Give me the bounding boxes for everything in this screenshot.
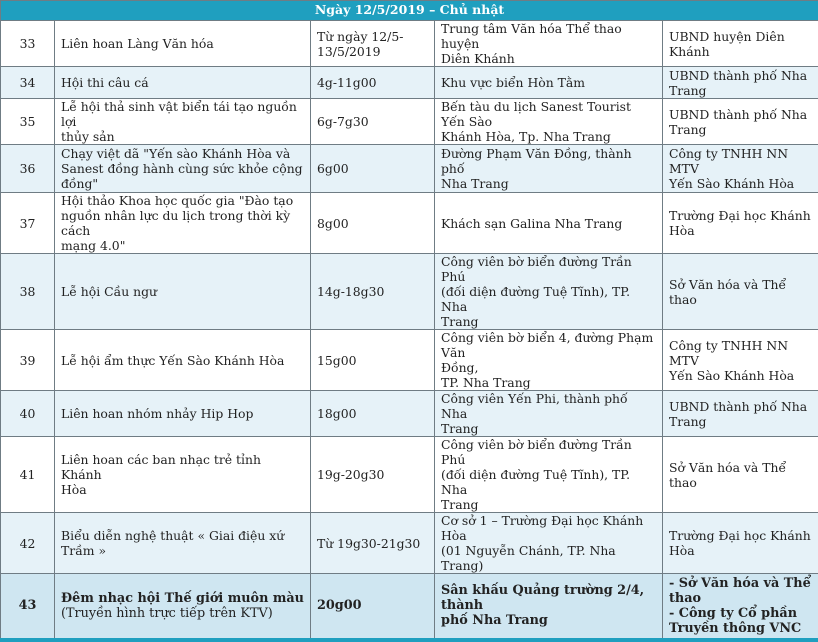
event-place: Bến tàu du lịch Sanest Tourist Yến Sào Khánh Hòa, Tp. Nha Trang xyxy=(435,99,663,145)
row-number: 38 xyxy=(1,254,55,330)
table-row xyxy=(1,437,818,513)
row-number: 42 xyxy=(1,513,55,574)
event-name: Lễ hội ẩm thực Yến Sào Khánh Hòa xyxy=(55,330,311,391)
row-number: 41 xyxy=(1,437,55,513)
row-number: 37 xyxy=(1,193,55,254)
schedule-rows xyxy=(1,21,818,574)
event-organizer: UBND thành phố Nha Trang xyxy=(663,67,818,99)
event-time: 15g00 xyxy=(311,330,435,391)
event-time: 6g-7g30 xyxy=(311,99,435,145)
table-row xyxy=(1,145,818,193)
row-number: 35 xyxy=(1,99,55,145)
row-number: 43 xyxy=(1,574,55,640)
event-time: 4g-11g00 xyxy=(311,67,435,99)
event-name: Lễ hội thả sinh vật biển tái tạo nguồn lợi thủy sản xyxy=(55,99,311,145)
event-organizer: Sở Văn hóa và Thể thao xyxy=(663,437,818,513)
event-name: Chạy việt dã "Yến sào Khánh Hòa và Sanest đồng hành cùng sức khỏe cộng đồng" xyxy=(55,145,311,193)
event-place: Trung tâm Văn hóa Thể thao huyện Diên Khánh xyxy=(435,21,663,67)
event-organizer: Sở Văn hóa và Thể thao xyxy=(663,254,818,330)
row-number: 36 xyxy=(1,145,55,193)
event-place: Công viên Yến Phi, thành phố Nha Trang xyxy=(435,391,663,437)
event-place: Công viên bờ biển đường Trần Phú (đối diện đường Tuệ Tĩnh), TP. Nha Trang xyxy=(435,254,663,330)
event-time: 8g00 xyxy=(311,193,435,254)
event-organizer: Công ty TNHH NN MTV Yến Sào Khánh Hòa xyxy=(663,145,818,193)
table-row xyxy=(1,21,818,67)
event-time: Từ ngày 12/5- 13/5/2019 xyxy=(311,21,435,67)
event-name: Hội thảo Khoa học quốc gia "Đào tạo nguồn nhân lực du lịch trong thời kỳ cách mạng 4.0" xyxy=(55,193,311,254)
event-name: Biểu diễn nghệ thuật « Giai điệu xứ Trầm » xyxy=(55,513,311,574)
event-name: Liên hoan Làng Văn hóa xyxy=(55,21,311,67)
event-name: Hội thi câu cá xyxy=(55,67,311,99)
highlight-row xyxy=(1,574,818,640)
event-organizer: UBND thành phố Nha Trang xyxy=(663,99,818,145)
table-row xyxy=(1,513,818,574)
row-number: 34 xyxy=(1,67,55,99)
row-number: 33 xyxy=(1,21,55,67)
event-place: Công viên bờ biển đường Trần Phú (đối diện đường Tuệ Tĩnh), TP. Nha Trang xyxy=(435,437,663,513)
event-place: Đường Phạm Văn Đồng, thành phố Nha Trang xyxy=(435,145,663,193)
event-time: 18g00 xyxy=(311,391,435,437)
event-time: 20g00 xyxy=(311,574,435,640)
table-row xyxy=(1,193,818,254)
event-organizer: Trường Đại học Khánh Hòa xyxy=(663,193,818,254)
event-organizer: Trường Đại học Khánh Hòa xyxy=(663,513,818,574)
event-organizer: UBND thành phố Nha Trang xyxy=(663,391,818,437)
table-row xyxy=(1,330,818,391)
date-header: Ngày 12/5/2019 – Chủ nhật xyxy=(1,1,818,21)
event-place: Sân khấu Quảng trường 2/4, thành phố Nha Trang xyxy=(435,574,663,640)
event-time: Từ 19g30-21g30 xyxy=(311,513,435,574)
date-header-row xyxy=(1,1,818,21)
table-row xyxy=(1,391,818,437)
event-subtitle: (Truyền hình trực tiếp trên KTV) xyxy=(61,606,304,621)
event-name: Lễ hội Cầu ngư xyxy=(55,254,311,330)
row-number: 39 xyxy=(1,330,55,391)
event-time: 6g00 xyxy=(311,145,435,193)
event-place: Khu vực biển Hòn Tằm xyxy=(435,67,663,99)
event-place: Cơ sở 1 – Trường Đại học Khánh Hòa (01 Nguyễn Chánh, TP. Nha Trang) xyxy=(435,513,663,574)
table-row xyxy=(1,254,818,330)
event-organizer: Công ty TNHH NN MTV Yến Sào Khánh Hòa xyxy=(663,330,818,391)
row-number: 40 xyxy=(1,391,55,437)
event-name: Liên hoan nhóm nhảy Hip Hop xyxy=(55,391,311,437)
event-organizer: UBND huyện Diên Khánh xyxy=(663,21,818,67)
event-place: Công viên bờ biển 4, đường Phạm Văn Đồng, TP. Nha Trang xyxy=(435,330,663,391)
event-name xyxy=(55,574,311,640)
event-name: Liên hoan các ban nhạc trẻ tỉnh Khánh Hòa xyxy=(55,437,311,513)
event-title: Đêm nhạc hội Thế giới muôn màu xyxy=(61,591,304,606)
event-time: 14g-18g30 xyxy=(311,254,435,330)
table-row xyxy=(1,99,818,145)
table-row xyxy=(1,67,818,99)
event-organizer: - Sở Văn hóa và Thể thao - Công ty Cổ phần Truyền thông VNC xyxy=(663,574,818,640)
event-place: Khách sạn Galina Nha Trang xyxy=(435,193,663,254)
event-time: 19g-20g30 xyxy=(311,437,435,513)
